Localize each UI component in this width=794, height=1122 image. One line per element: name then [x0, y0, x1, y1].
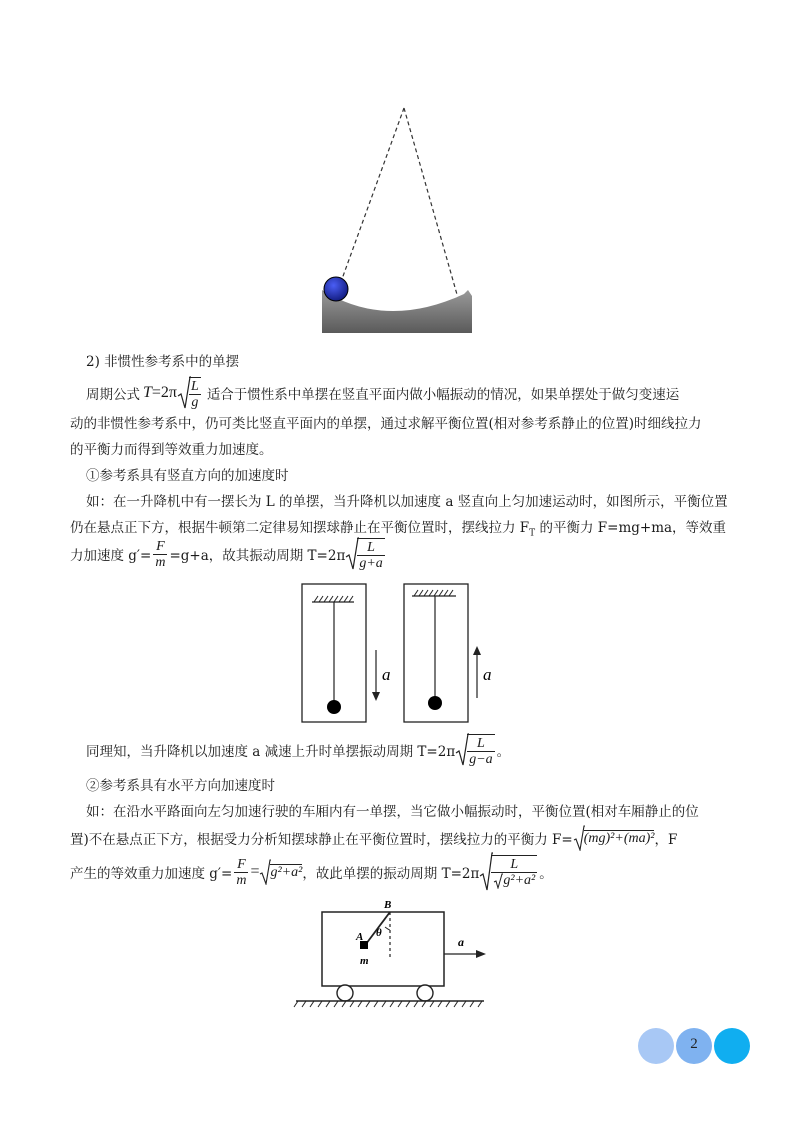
cart-body [322, 912, 444, 986]
label-a-up: a [483, 665, 492, 684]
label-a-down: a [382, 665, 391, 684]
dashed-string-right [404, 108, 458, 298]
bob-right [428, 696, 442, 710]
section-heading: 2) 非惯性参考系中的单摆 [86, 354, 240, 370]
case1-line1: 如：在一升降机中有一摆长为 L 的单摆，当升降机以加速度 a 竖直向上匀加速运动时，如图所示，平衡位置 [86, 494, 728, 510]
page-badge-left [638, 1028, 674, 1064]
case2-title: ②参考系具有水平方向加速度时 [86, 778, 275, 794]
label-B: B [384, 899, 392, 911]
bob-left [327, 700, 341, 714]
page-number: 2 [690, 1036, 698, 1052]
cart-figure [292, 894, 502, 1012]
case2-line1: 如：在沿水平路面向左匀加速行驶的车厢内有一单摆，当它做小幅振动时，平衡位置(相对车厢静止的位 [86, 804, 699, 820]
case2-line3: 产生的等效重力加速度 g′= $\frac{F}{m}$ = g²+a² ，故此单摆的振动周期 T=2π $\frac{L}{\text{g²+a²}}$ 。 [70, 852, 553, 892]
page-badge-right [714, 1028, 750, 1064]
para1-line1: 周期公式 T =2π $\frac{L}{g}$ 适合于惯性系中单摆在竖直平面内做小幅振动的情况，如果单摆处于做匀变速运 [86, 376, 679, 410]
case1-line3: 力加速度 g′= $\frac{F}{m}$ =g+a，故其振动周期 T=2π $\frac{L}{g+a}$ [70, 538, 383, 571]
case1-title: ①参考系具有竖直方向的加速度时 [86, 468, 289, 484]
para1-line3: 的平衡力而得到等效重力加速度。 [70, 442, 273, 458]
para1-line2: 动的非惯性参考系中，仍可类比竖直平面内的单摆，通过求解平衡位置(相对参考系静止的位置)时细线拉力 [70, 416, 702, 432]
label-theta: θ [376, 927, 382, 939]
label-a-horizontal: a [458, 935, 464, 949]
wheel-right [417, 985, 433, 1001]
pendulum-bowl-figure [316, 100, 476, 336]
dashed-string-left [338, 108, 404, 290]
blue-ball [324, 277, 348, 301]
case1-after: 同理知，当升降机以加速度 a 减速上升时单摆振动周期 T=2π $\frac{L}{g-a}$ 。 [86, 732, 510, 768]
elevator-figure [296, 580, 506, 726]
wheel-left [337, 985, 353, 1001]
label-A: A [356, 931, 364, 943]
case2-line2: 置)不在悬点正下方，根据受力分析知摆球静止在平衡位置时，摆线拉力的平衡力 F= (mg)²+(ma)² ，F [70, 822, 677, 854]
label-m: m [360, 955, 369, 967]
case1-line2: 仍在悬点正下方，根据牛顿第二定律易知摆球静止在平衡位置时，摆线拉力 $F_T$ 的平衡力 F=mg+ma，等效重 [70, 520, 727, 539]
